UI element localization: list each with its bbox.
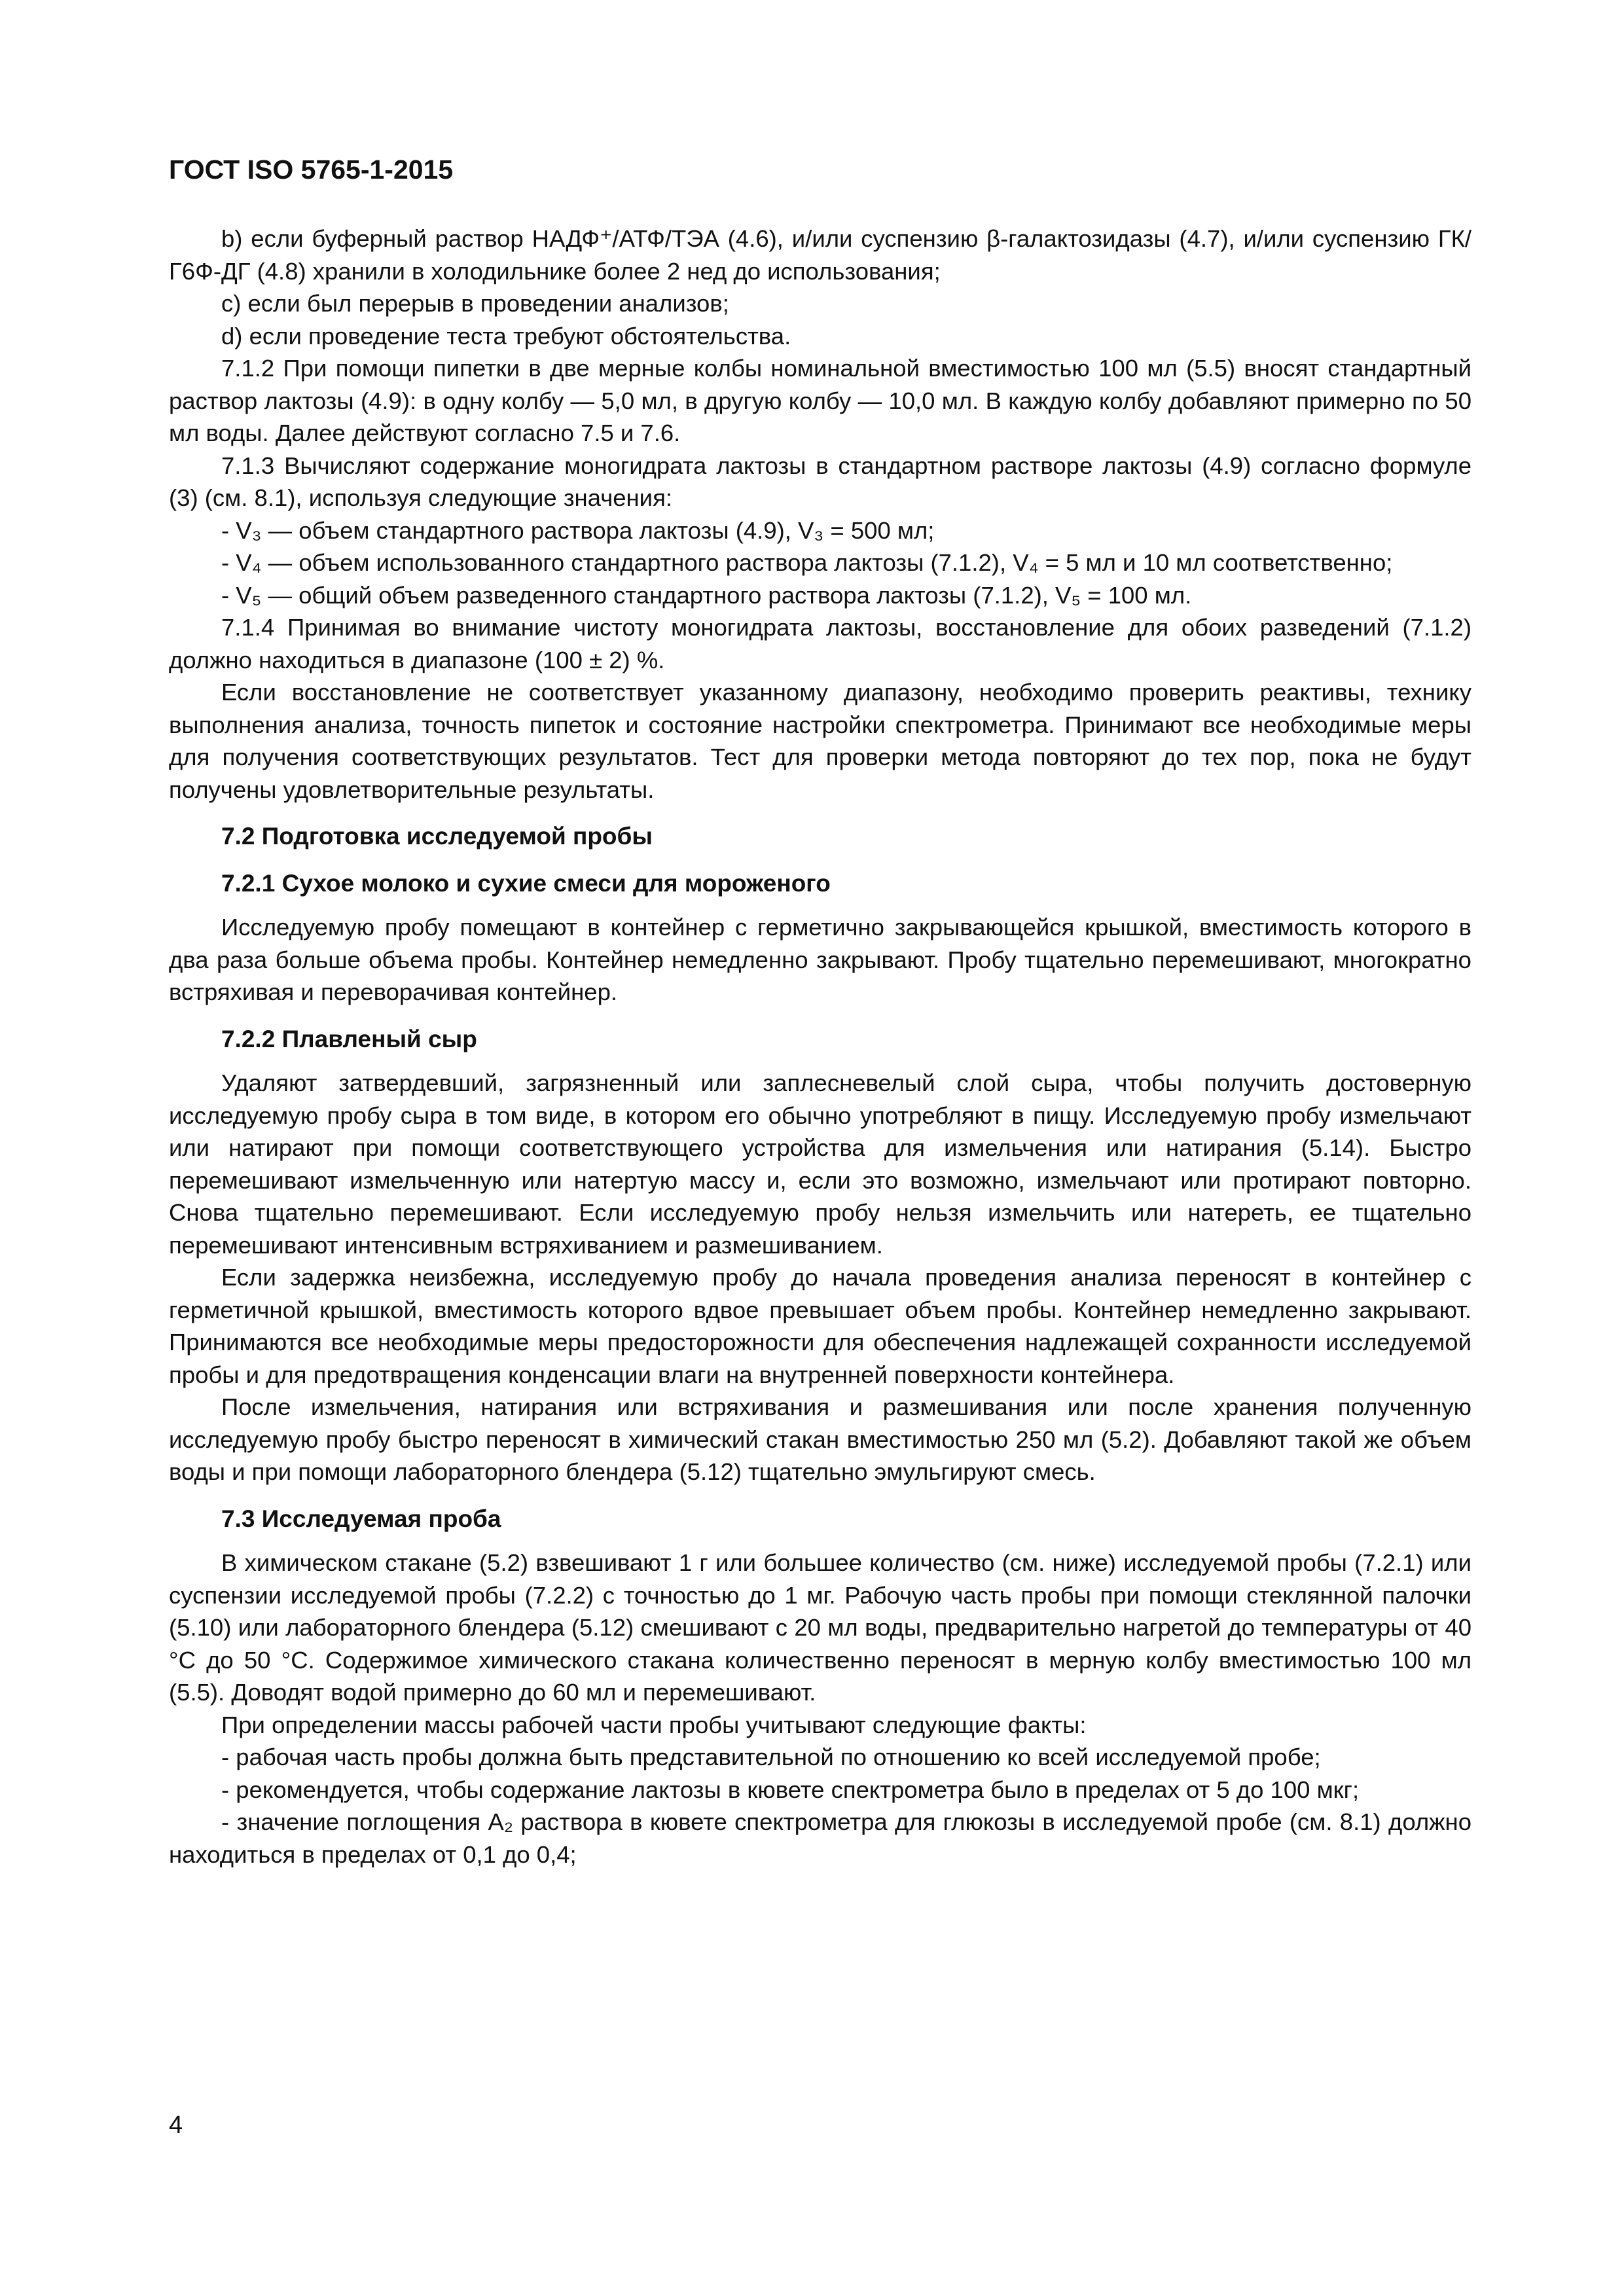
list-item: - рекомендуется, чтобы содержание лактозы в кювете спектрометра было в пределах от 5 до 100 мкг; (221, 1776, 1360, 1803)
page-number: 4 (169, 2111, 183, 2139)
list-item: c) если был перерыв в проведении анализов; (221, 290, 729, 317)
list-item: - V₃ — объем стандартного раствора лактозы (4.9), V₃ = 500 мл; (221, 516, 935, 544)
section-heading: 7.3 Исследуемая проба (221, 1505, 501, 1532)
paragraph: При определении массы рабочей части пробы учитывают следующие факты: (221, 1711, 1087, 1738)
document-header: ГОСТ ISO 5765-1-2015 (169, 154, 454, 185)
paragraph: После измельчения, натирания или встряхивания и размешивания или после хранения полученную исследуемую пробу быстро переносят в химический стакан вместимостью 250 мл (5.2). Добавляют такой же объем воды и при помощи лабораторного блендера (5.12) тщательно эмульгируют смесь. (169, 1393, 1471, 1485)
document-body (169, 223, 1471, 1871)
list-item: - V₅ — общий объем разведенного стандартного раствора лактозы (7.1.2), V₅ = 100 мл. (221, 581, 1192, 609)
paragraph: 7.1.3 Вычисляют содержание моногидрата лактозы в стандартном растворе лактозы (4.9) согласно формуле (3) (см. 8.1), используя следующие значения: (169, 452, 1471, 511)
list-item: - значение поглощения A₂ раствора в кювете спектрометра для глюкозы в исследуемой пробе (см. 8.1) должно находиться в пределах от 0,1 до 0,4; (169, 1808, 1471, 1868)
paragraph: 7.1.4 Принимая во внимание чистоту моногидрата лактозы, восстановление для обоих разведений (7.1.2) должно находиться в диапазоне (100 ± 2) %. (169, 614, 1471, 673)
list-item: b) если буферный раствор НАДФ⁺/АТФ/ТЭА (4.6), и/или суспензию β-галактозидазы (4.7), и/или суспензию ГК/Г6Ф-ДГ (4.8) хранили в холодильнике более 2 нед до использования; (169, 225, 1471, 285)
paragraph: Если задержка неизбежна, исследуемую пробу до начала проведения анализа переносят в контейнер с герметичной крышкой, вместимость которого вдвое превышает объем пробы. Контейнер немедленно закрывают. Принимаются все необходимые меры предосторожности для обеспечения надлежащей сохранности исследуемой пробы и для предотвращения конденсации влаги на внутренней поверхности контейнера. (169, 1264, 1471, 1388)
paragraph: Удаляют затвердевший, загрязненный или заплесневелый слой сыра, чтобы получить достоверную исследуемую пробу сыра в том виде, в котором его обычно употребляют в пищу. Исследуемую пробу измельчают или натирают при помощи соответствующего устройства для измельчения или натирания (5.14). Быстро перемешивают измельченную или натертую массу и, если это возможно, измельчают или протирают повторно. Снова тщательно перемешивают. Если исследуемую пробу нельзя измельчить или натереть, ее тщательно перемешивают интенсивным встряхиванием и размешиванием. (169, 1069, 1471, 1259)
subsection-heading: 7.2.2 Плавленый сыр (221, 1025, 477, 1052)
list-item: - V₄ — объем использованного стандартного раствора лактозы (7.1.2), V₄ = 5 мл и 10 мл соответственно; (221, 549, 1393, 576)
list-item: - рабочая часть пробы должна быть представительной по отношению ко всей исследуемой пробе; (221, 1744, 1321, 1770)
paragraph: 7.1.2 При помощи пипетки в две мерные колбы номинальной вместимостью 100 мл (5.5) вносят стандартный раствор лактозы (4.9): в одну колбу — 5,0 мл, в другую колбу — 10,0 мл. В каждую колбу добавляют примерно по 50 мл воды. Далее действуют согласно 7.5 и 7.6. (169, 355, 1471, 446)
paragraph: В химическом стакане (5.2) взвешивают 1 г или большее количество (см. ниже) исследуемой пробы (7.2.1) или суспензии исследуемой пробы (7.2.2) с точностью до 1 мг. Рабочую часть пробы при помощи стеклянной палочки (5.10) или лабораторного блендера (5.12) смешивают с 20 мл воды, предварительно нагретой до температуры от 40 °C до 50 °C. Содержимое химического стакана количественно переносят в мерную колбу вместимостью 100 мл (5.5). Доводят водой примерно до 60 мл и перемешивают. (169, 1549, 1471, 1706)
list-item: d) если проведение теста требуют обстоятельства. (221, 322, 791, 350)
section-heading: 7.2 Подготовка исследуемой пробы (221, 823, 653, 850)
paragraph: Если восстановление не соответствует указанному диапазону, необходимо проверить реактивы, технику выполнения анализа, точность пипеток и состояние настройки спектрометра. Принимают все необходимые меры для получения соответствующих результатов. Тест для проверки метода повторяют до тех пор, пока не будут получены удовлетворительные результаты. (169, 679, 1471, 803)
subsection-heading: 7.2.1 Сухое молоко и сухие смеси для мороженого (221, 869, 831, 897)
paragraph: Исследуемую пробу помещают в контейнер с герметично закрывающейся крышкой, вместимость которого в два раза больше объема пробы. Контейнер немедленно закрывают. Пробу тщательно перемешивают, многократно встряхивая и переворачивая контейнер. (169, 914, 1471, 1005)
